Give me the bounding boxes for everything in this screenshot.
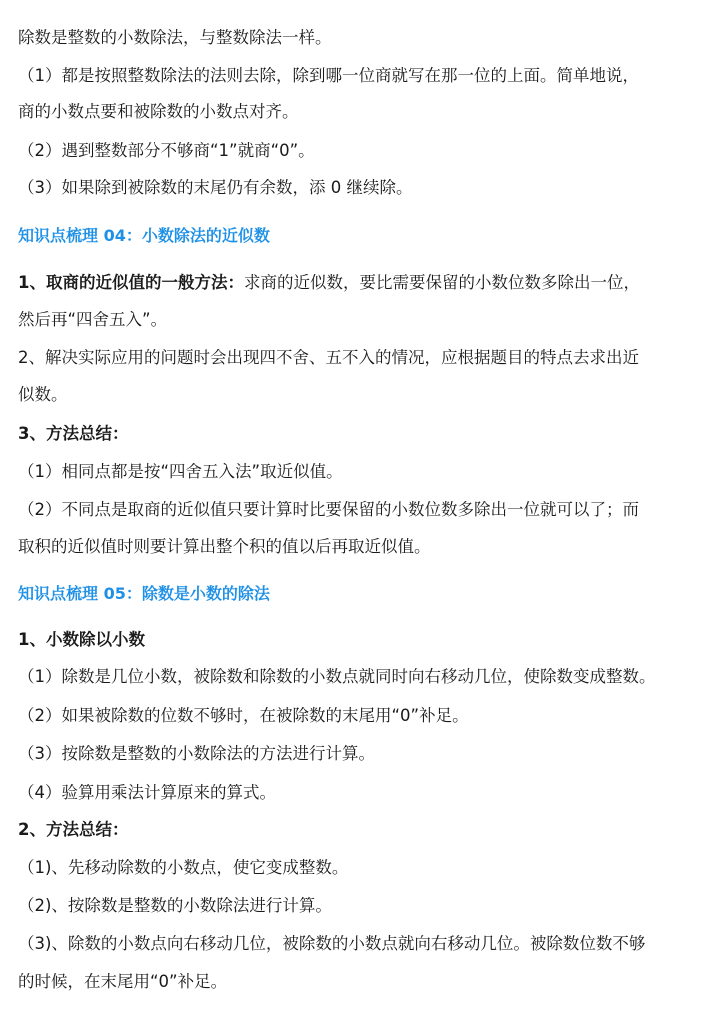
text-line: （2）如果被除数的位数不够时，在被除数的末尾用“0”补足。 [18,706,469,725]
text-line: 除数是整数的小数除法，与整数除法一样。 [18,28,332,47]
section-heading-05: 知识点梳理 05：除数是小数的除法 [18,584,270,603]
text-line: （2)、按除数是整数的小数除法进行计算。 [18,896,332,915]
subheading: 3、方法总结： [18,424,129,443]
text-line: 商的小数点要和被除数的小数点对齐。 [18,102,299,121]
text-line: （3)、除数的小数点向右移动几位，被除数的小数点就向右移动几位。被除数位数不够 [18,934,646,953]
bold-label: 1、取商的近似值的一般方法： [18,273,244,292]
text-line: （3）按除数是整数的小数除法的方法进行计算。 [18,744,375,763]
text-line: 然后再“四舍五入”。 [18,310,168,329]
text-line: （1）都是按照整数除法的法则去除，除到哪一位商就写在那一位的上面。简单地说， [18,66,639,85]
section-heading-04: 知识点梳理 04：小数除法的近似数 [18,226,270,245]
text-line: （1）除数是几位小数，被除数和除数的小数点就同时向右移动几位，使除数变成整数。 [18,667,656,686]
text-line: （1)、先移动除数的小数点，使它变成整数。 [18,858,349,877]
text-line: （1）相同点都是按“四舍五入法”取近似值。 [18,462,343,481]
text-line: 的时候，在末尾用“0”补足。 [18,972,228,991]
text-line: 似数。 [18,385,68,404]
text-line [18,271,718,295]
subheading: 2、方法总结： [18,820,129,839]
text-line: （3）如果除到被除数的末尾仍有余数，添 0 继续除。 [18,178,413,197]
text-span: 求商的近似数，要比需要保留的小数位数多除出一位， [243,273,640,292]
text-line: （2）遇到整数部分不够商“1”就商“0”。 [18,141,315,160]
text-line: （2）不同点是取商的近似值只要计算时比要保留的小数位数多除出一位就可以了；而 [18,500,639,519]
text-line: （4）验算用乘法计算原来的算式。 [18,783,276,802]
text-line: 取积的近似值时则要计算出整个积的值以后再取近似值。 [18,537,431,556]
subheading: 1、小数除以小数 [18,630,145,649]
text-line: 2、解决实际应用的问题时会出现四不舍、五不入的情况，应根据题目的特点去求出近 [18,348,639,367]
